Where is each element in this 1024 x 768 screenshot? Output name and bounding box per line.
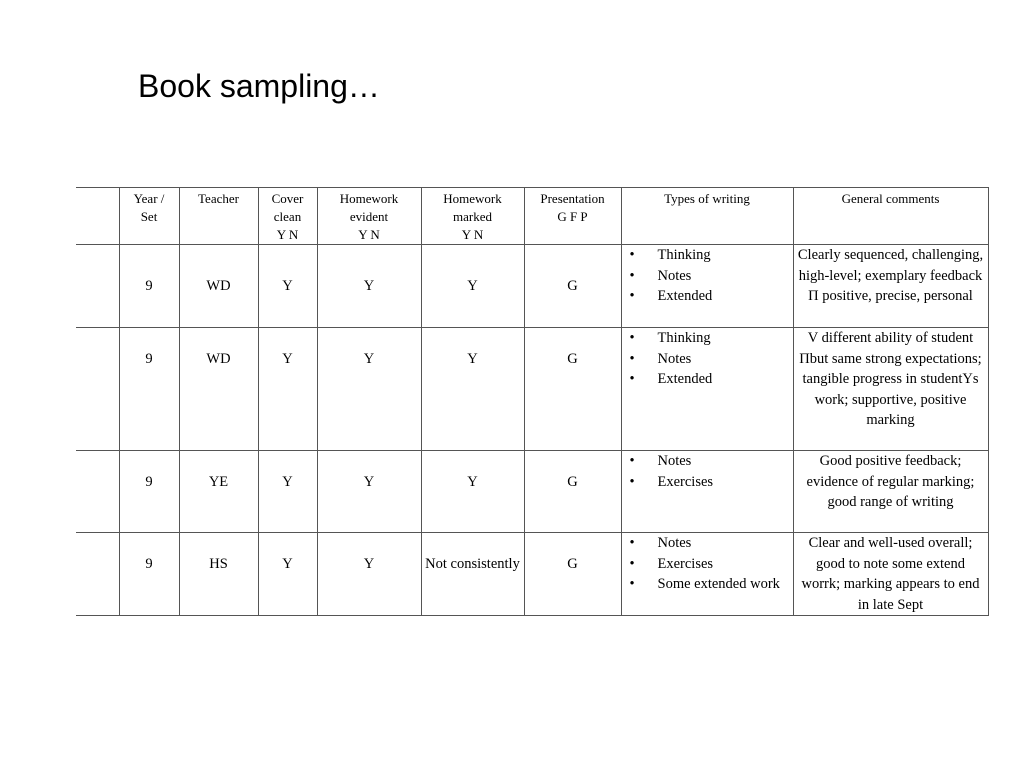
general-comments-cell: Good positive feedback; evidence of regular marking; good range of writing <box>793 451 988 533</box>
header-presentation-line: Presentation <box>540 191 605 206</box>
row-label-cell <box>76 328 119 451</box>
header-homework-marked <box>421 188 524 245</box>
row-label-cell <box>76 533 119 616</box>
homework-marked-cell: Y <box>421 245 524 328</box>
types-of-writing-cell <box>621 533 793 616</box>
list-item: • Notes <box>622 266 793 287</box>
types-of-writing-cell <box>621 451 793 533</box>
homework-evident-cell: Y <box>317 533 421 616</box>
header-teacher <box>179 188 258 245</box>
homework-marked-cell: Not consistently <box>421 533 524 616</box>
list-item: • Exercises <box>622 554 793 575</box>
cover-clean-cell: Y <box>258 328 317 451</box>
header-homework-marked-line: Homework <box>443 191 502 206</box>
teacher-cell: WD <box>179 245 258 328</box>
list-item: • Notes <box>622 533 793 554</box>
list-item: • Thinking <box>622 328 793 349</box>
list-item: • Exercises <box>622 472 793 493</box>
homework-marked-cell: Y <box>421 451 524 533</box>
homework-evident-cell: Y <box>317 245 421 328</box>
cover-clean-cell: Y <box>258 533 317 616</box>
header-cover-clean-line: Y N <box>276 227 299 242</box>
table-row <box>76 328 988 451</box>
row-label-cell <box>76 451 119 533</box>
header-homework-marked-line: marked <box>453 209 492 224</box>
homework-evident-cell: Y <box>317 328 421 451</box>
cover-clean-cell: Y <box>258 245 317 328</box>
header-cover-clean-line: Cover <box>271 191 304 206</box>
teacher-cell: HS <box>179 533 258 616</box>
list-item: • Notes <box>622 451 793 472</box>
header-cover-clean-line: clean <box>273 209 302 224</box>
header-presentation <box>524 188 621 245</box>
table-row <box>76 451 988 533</box>
header-homework-marked-line: Y N <box>461 227 484 242</box>
header-homework-evident-line: Y N <box>358 227 380 242</box>
header-presentation-line: G F P <box>557 209 588 224</box>
slide-title: Book sampling… <box>138 68 380 104</box>
header-year-set-line: Set <box>140 209 158 224</box>
book-sampling-table <box>76 187 989 616</box>
year-set-cell: 9 <box>119 533 179 616</box>
header-row-label <box>76 188 119 245</box>
header-year-set <box>119 188 179 245</box>
types-of-writing-cell <box>621 328 793 451</box>
header-year-set-line: Year / <box>133 191 165 206</box>
header-homework-evident-line: Homework <box>339 191 399 206</box>
list-item: • Extended <box>622 286 793 307</box>
header-cover-clean <box>258 188 317 245</box>
general-comments-cell: Clear and well-used overall; good to note some extend worrk; marking appears to end in late Sept <box>793 533 988 616</box>
homework-marked-cell: Y <box>421 328 524 451</box>
types-of-writing-list <box>622 451 793 492</box>
table-header-row <box>76 188 988 245</box>
year-set-cell: 9 <box>119 245 179 328</box>
cover-clean-cell: Y <box>258 451 317 533</box>
list-item: • Notes <box>622 349 793 370</box>
header-general-comments-line: General comments <box>841 191 940 206</box>
header-teacher-line: Teacher <box>198 191 239 206</box>
homework-evident-cell: Y <box>317 451 421 533</box>
year-set-cell: 9 <box>119 451 179 533</box>
teacher-cell: WD <box>179 328 258 451</box>
header-homework-evident-line: evident <box>349 209 389 224</box>
presentation-cell: G <box>524 328 621 451</box>
header-types-of-writing-line: Types of writing <box>664 191 750 206</box>
table-row <box>76 245 988 328</box>
types-of-writing-cell <box>621 245 793 328</box>
presentation-cell: G <box>524 451 621 533</box>
header-types-of-writing <box>621 188 793 245</box>
types-of-writing-list <box>622 245 793 307</box>
general-comments-cell: V different ability of student Πbut same strong expectations; tangible progress in studentΥs work; supportive, positive marking <box>793 328 988 451</box>
table-row <box>76 533 988 616</box>
types-of-writing-list <box>622 328 793 390</box>
header-general-comments <box>793 188 988 245</box>
list-item: • Thinking <box>622 245 793 266</box>
teacher-cell: YE <box>179 451 258 533</box>
list-item: • Extended <box>622 369 793 390</box>
presentation-cell: G <box>524 533 621 616</box>
row-label-cell <box>76 245 119 328</box>
types-of-writing-list <box>622 533 793 595</box>
header-homework-evident <box>317 188 421 245</box>
year-set-cell: 9 <box>119 328 179 451</box>
list-item: • Some extended work <box>622 574 793 595</box>
general-comments-cell: Clearly sequenced, challenging, high-level; exemplary feedback Π positive, precise, personal <box>793 245 988 328</box>
presentation-cell: G <box>524 245 621 328</box>
